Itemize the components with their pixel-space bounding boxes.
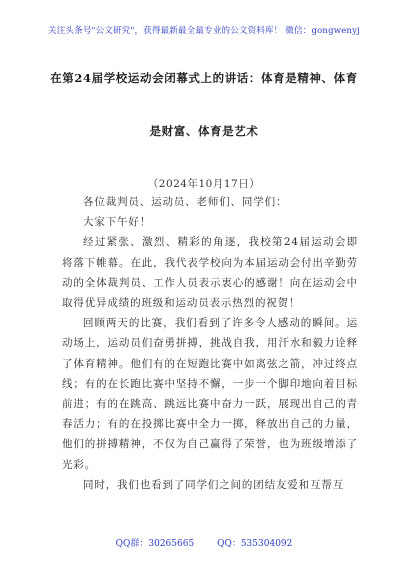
greeting: 大家下午好！ xyxy=(83,216,152,229)
body-paragraph: 同时，我们也看到了同学们之间的团结友爱和互帮互 xyxy=(83,478,345,491)
document-body xyxy=(62,192,358,495)
document-date: （2024年10月17日） xyxy=(147,178,261,190)
salutation: 各位裁判员、运动员、老师们、同学们： xyxy=(83,196,288,208)
document-title-line-2: 是财富、体育是艺术 xyxy=(149,124,259,138)
body-paragraph: 回顾两天的比赛，我们看到了许多令人感动的瞬间。运动场上，运动员们奋勇拼搏，挑战自我，用汗水和毅力诠释了体育精神。他们有的在短跑比赛中如离弦之箭，冲过终点线；有的在长跑比赛中坚持不懈，一步一个脚印地向着目标前进；有的在跳高、跳远比赛中奋力一跃，展现出自己的青春活力；有的在投掷比赛中全力一掷，释放出自己的力量，他们的拼搏精神，不仅为自己赢得了荣誉，也为班级增添了光彩。 xyxy=(62,317,358,471)
footer-qq-group: QQ群：30265665 xyxy=(115,539,195,549)
document-title-line-1: 在第24届学校运动会闭幕式上的讲话：体育是精神、体育 xyxy=(50,71,358,85)
body-paragraph: 经过紧张、激烈、精彩的角逐，我校第24届运动会即将落下帷幕。在此，我代表学校向为本届运动会付出辛勤劳动的全体裁判员、工作人员表示衷心的感谢！向在运动会中取得优异成绩的班级和运动员表示热烈的祝贺！ xyxy=(62,236,358,310)
header-note: 关注头条号"公文研究"，获得最新最全最专业的公文资料库！ 微信：gongwenyj xyxy=(48,26,360,36)
footer-qq: QQ：535304092 xyxy=(217,539,293,549)
footer xyxy=(0,536,408,549)
